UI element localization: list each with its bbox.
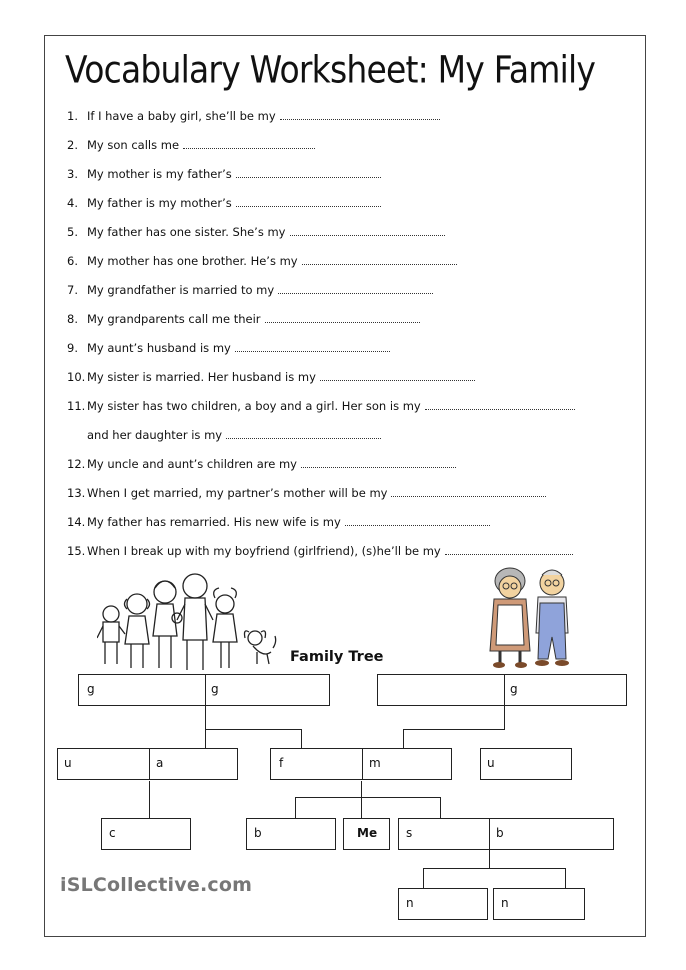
tree-label: f bbox=[279, 756, 284, 770]
tree-box-aunt-uncle[interactable] bbox=[57, 748, 238, 780]
question-9: 9. My aunt’s husband is my bbox=[67, 341, 390, 355]
question-12: 12. My uncle and aunt’s children are my bbox=[67, 457, 456, 471]
grandparents-illustration bbox=[480, 563, 580, 671]
tree-label: m bbox=[369, 756, 381, 770]
answer-blank[interactable] bbox=[236, 168, 381, 178]
question-7: 7. My grandfather is married to my bbox=[67, 283, 433, 297]
answer-blank[interactable] bbox=[265, 313, 420, 323]
tree-box-me[interactable] bbox=[343, 818, 390, 850]
tree-box-grandparents-right[interactable] bbox=[377, 674, 627, 706]
question-6: 6. My mother has one brother. He’s my bbox=[67, 254, 457, 268]
answer-blank[interactable] bbox=[278, 284, 433, 294]
tree-label: a bbox=[156, 756, 164, 770]
question-2: 2. My son calls me bbox=[67, 138, 315, 152]
tree-label: n bbox=[501, 896, 509, 910]
tree-label: n bbox=[406, 896, 414, 910]
tree-box-niece[interactable] bbox=[493, 888, 585, 920]
tree-box-cousin[interactable] bbox=[101, 818, 191, 850]
tree-label: g bbox=[510, 682, 518, 696]
worksheet bbox=[44, 35, 646, 937]
answer-blank[interactable] bbox=[290, 226, 445, 236]
answer-blank[interactable] bbox=[445, 545, 573, 555]
worksheet-title: Vocabulary Worksheet: My Family bbox=[65, 48, 596, 92]
question-11-continued: and her daughter is my bbox=[67, 428, 381, 442]
tree-box-parents[interactable] bbox=[270, 748, 452, 780]
answer-blank[interactable] bbox=[235, 342, 390, 352]
tree-label: u bbox=[487, 756, 495, 770]
question-3: 3. My mother is my father’s bbox=[67, 167, 381, 181]
question-14: 14. My father has remarried. His new wife is my bbox=[67, 515, 490, 529]
tree-box-nephew[interactable] bbox=[398, 888, 488, 920]
answer-blank[interactable] bbox=[302, 255, 457, 265]
tree-box-uncle-right[interactable] bbox=[480, 748, 572, 780]
tree-label: u bbox=[64, 756, 72, 770]
question-8: 8. My grandparents call me their bbox=[67, 312, 420, 326]
question-15: 15. When I break up with my boyfriend (girlfriend), (s)he’ll be my bbox=[67, 544, 573, 558]
tree-label: g bbox=[87, 682, 95, 696]
tree-box-sibling[interactable] bbox=[246, 818, 336, 850]
answer-blank[interactable] bbox=[183, 139, 315, 149]
family-illustration bbox=[97, 564, 277, 676]
tree-label: b bbox=[496, 826, 504, 840]
question-5: 5. My father has one sister. She’s my bbox=[67, 225, 445, 239]
tree-box-grandparents-left[interactable] bbox=[78, 674, 330, 706]
question-13: 13. When I get married, my partner’s mother will be my bbox=[67, 486, 546, 500]
answer-blank[interactable] bbox=[425, 400, 575, 410]
tree-label: g bbox=[211, 682, 219, 696]
answer-blank[interactable] bbox=[301, 458, 456, 468]
tree-label-me: Me bbox=[357, 826, 378, 840]
family-tree-title: Family Tree bbox=[290, 649, 384, 665]
answer-blank[interactable] bbox=[226, 429, 381, 439]
tree-box-sister-couple[interactable] bbox=[398, 818, 614, 850]
answer-blank[interactable] bbox=[236, 197, 381, 207]
question-10: 10. My sister is married. Her husband is my bbox=[67, 370, 475, 384]
question-11: 11. My sister has two children, a boy and a girl. Her son is my bbox=[67, 399, 575, 413]
tree-label: c bbox=[109, 826, 116, 840]
answer-blank[interactable] bbox=[345, 516, 490, 526]
answer-blank[interactable] bbox=[280, 110, 440, 120]
answer-blank[interactable] bbox=[391, 487, 546, 497]
tree-label: b bbox=[254, 826, 262, 840]
answer-blank[interactable] bbox=[320, 371, 475, 381]
tree-label: s bbox=[406, 826, 413, 840]
brand-watermark: iSLCollective.com bbox=[60, 874, 253, 896]
question-1: 1. If I have a baby girl, she’ll be my bbox=[67, 109, 440, 123]
question-4: 4. My father is my mother’s bbox=[67, 196, 381, 210]
